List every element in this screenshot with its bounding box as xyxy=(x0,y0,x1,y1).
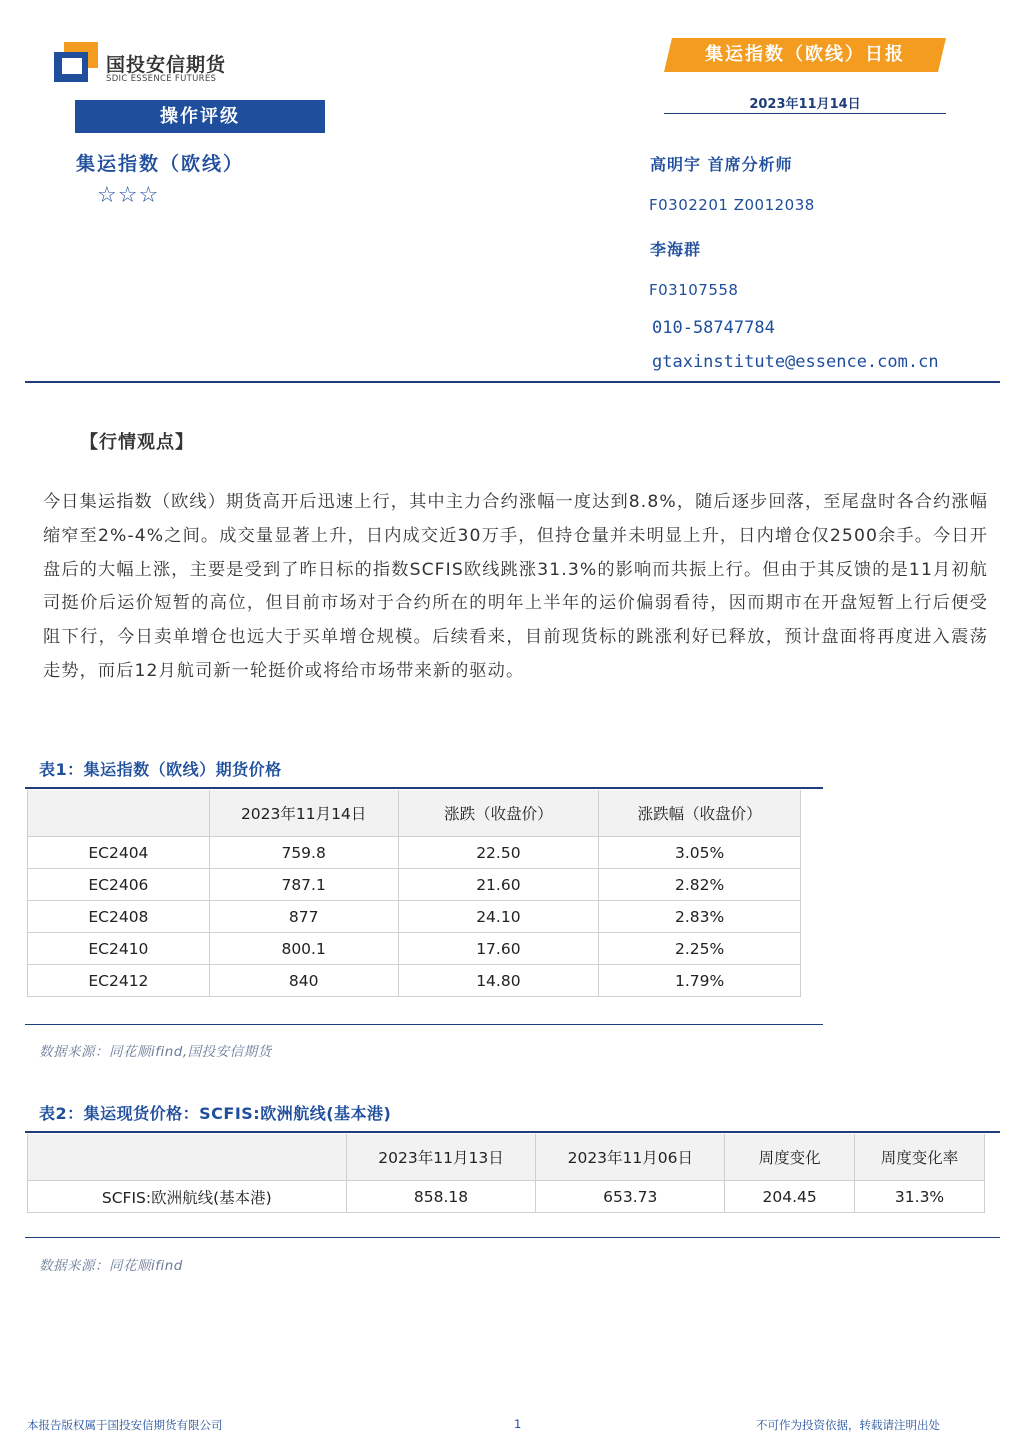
contract-code: EC2406 xyxy=(28,869,210,901)
table-header-cell xyxy=(28,790,210,837)
contract-code: EC2408 xyxy=(28,901,210,933)
market-view-body: 今日集运指数（欧线）期货高开后迅速上行，其中主力合约涨幅一度达到8.8%，随后逐步回落，至尾盘时各合约涨幅缩窄至2%-4%之间。成交量显著上升，日内成交近30万手，但持仓量并未明显上升，日内增仓仅2500余手。今日开盘后的大幅上涨，主要是受到了昨日标的指数SCFIS欧线跳涨31.3%的影响而共振上行。但由于其反馈的是11月初航司挺价后运价短暂的高位，但目前市场对于合约所在的明年上半年的运价偏弱看待，因而期市在开盘短暂上行后便受阻下行，今日卖单增仓也远大于买单增仓规模。后续看来，目前现货标的跳涨利好已释放，预计盘面将再度进入震荡走势，而后12月航司新一轮挺价或将给市场带来新的驱动。 xyxy=(43,492,988,681)
table-row xyxy=(28,837,801,869)
footer-copyright: 本报告版权属于国投安信期货有限公司 xyxy=(27,1418,223,1432)
table-header-cell: 2023年11月06日 xyxy=(536,1134,725,1181)
rating-product-name: 集运指数（欧线） xyxy=(76,153,245,175)
report-title: 集运指数（欧线）日报 xyxy=(705,44,905,65)
table-row xyxy=(28,933,801,965)
contract-code: EC2410 xyxy=(28,933,210,965)
contract-code: EC2404 xyxy=(28,837,210,869)
table2-top-rule xyxy=(25,1131,1000,1133)
report-title-tag xyxy=(664,38,946,72)
table-cell: 2.25% xyxy=(599,933,801,965)
table1-caption: 表1：集运指数（欧线）期货价格 xyxy=(39,760,282,779)
table-cell: 877 xyxy=(209,901,398,933)
table-cell: 653.73 xyxy=(536,1181,725,1213)
rating-stars: ☆☆☆ xyxy=(97,183,160,208)
contact-phone: 010-58747784 xyxy=(652,318,775,338)
table-cell: 204.45 xyxy=(725,1181,855,1213)
table-cell: 21.60 xyxy=(398,869,599,901)
table-cell: 14.80 xyxy=(398,965,599,997)
table-row xyxy=(28,965,801,997)
table-cell: 3.05% xyxy=(599,837,801,869)
contact-email[interactable]: gtaxinstitute@essence.com.cn xyxy=(652,352,939,372)
route-name: SCFIS:欧洲航线(基本港) xyxy=(28,1181,347,1213)
analyst-1-code: F0302201 Z0012038 xyxy=(649,196,815,214)
footer-disclaimer: 不可作为投资依据，转载请注明出处 xyxy=(756,1418,940,1432)
table-header-cell: 涨跌（收盘价） xyxy=(398,790,599,837)
table2-bottom-rule xyxy=(25,1237,1000,1238)
table-row xyxy=(28,901,801,933)
table-header-cell: 周度变化率 xyxy=(855,1134,985,1181)
table1-bottom-rule xyxy=(25,1024,823,1025)
table1-top-rule xyxy=(25,787,823,789)
table-cell: 31.3% xyxy=(855,1181,985,1213)
table-cell: 22.50 xyxy=(398,837,599,869)
analyst-1-name: 高明宇 首席分析师 xyxy=(650,155,793,174)
table-header-cell: 周度变化 xyxy=(725,1134,855,1181)
market-view-heading: 【行情观点】 xyxy=(80,432,194,453)
header-divider xyxy=(25,381,1000,383)
table-header-cell: 2023年11月14日 xyxy=(209,790,398,837)
futures-price-table xyxy=(27,790,801,997)
contract-code: EC2412 xyxy=(28,965,210,997)
table-cell: 17.60 xyxy=(398,933,599,965)
report-date: 2023年11月14日 xyxy=(749,97,861,112)
table2-source: 数据来源：同花顺ifind xyxy=(39,1258,183,1274)
table-cell: 1.79% xyxy=(599,965,801,997)
analyst-2-code: F03107558 xyxy=(649,281,739,299)
table-cell: 800.1 xyxy=(209,933,398,965)
date-divider xyxy=(664,113,946,114)
company-name-cn: 国投安信期货 xyxy=(106,54,227,76)
table-header-cell: 2023年11月13日 xyxy=(346,1134,536,1181)
spot-price-table xyxy=(27,1134,985,1213)
table-cell: 759.8 xyxy=(209,837,398,869)
table-header-row xyxy=(28,1134,985,1181)
rating-label-bar: 操作评级 xyxy=(75,100,325,133)
table-header-row xyxy=(28,790,801,837)
table1-source: 数据来源：同花顺ifind,国投安信期货 xyxy=(39,1044,272,1060)
table-cell: 787.1 xyxy=(209,869,398,901)
table-cell: 24.10 xyxy=(398,901,599,933)
table-header-cell xyxy=(28,1134,347,1181)
footer-page-number: 1 xyxy=(514,1417,522,1431)
table-row xyxy=(28,1181,985,1213)
company-name-en: SDIC ESSENCE FUTURES xyxy=(106,74,217,84)
table-cell: 2.82% xyxy=(599,869,801,901)
table-row xyxy=(28,869,801,901)
table-header-cell: 涨跌幅（收盘价） xyxy=(599,790,801,837)
analyst-2-name: 李海群 xyxy=(650,240,702,259)
table-cell: 840 xyxy=(209,965,398,997)
table-cell: 2.83% xyxy=(599,901,801,933)
table-cell: 858.18 xyxy=(346,1181,536,1213)
table2-caption: 表2：集运现货价格：SCFIS:欧洲航线(基本港) xyxy=(39,1104,392,1123)
company-logo-mark xyxy=(54,42,98,82)
